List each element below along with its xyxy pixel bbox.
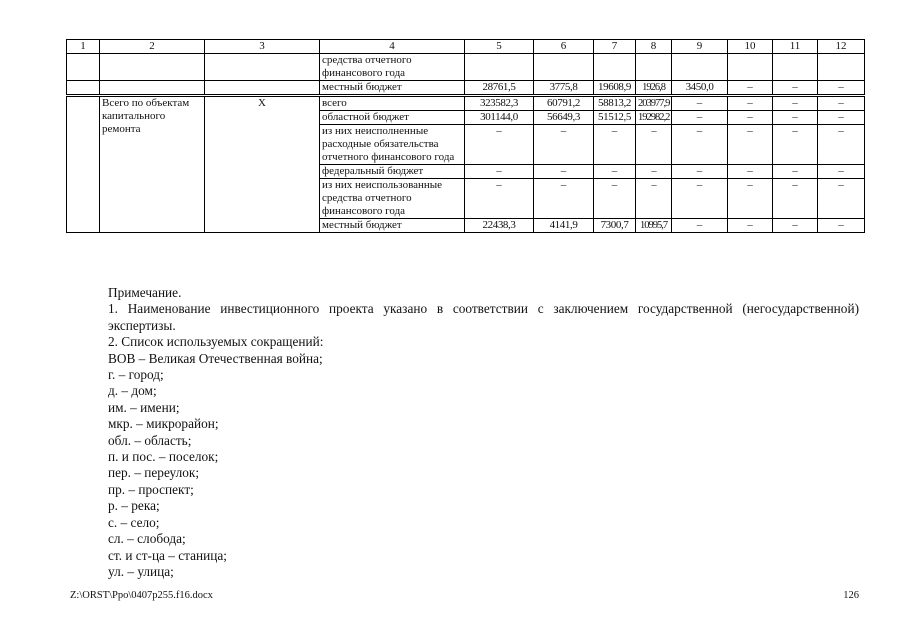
table-cell: – (534, 125, 594, 165)
group-code: X (205, 96, 320, 233)
table-cell: 60791,2 (534, 96, 594, 111)
table-cell: 192982,2 (636, 111, 672, 125)
table-cell (67, 54, 100, 81)
table-cell: – (728, 111, 773, 125)
table-cell: 28761,5 (465, 81, 534, 96)
table-cell: – (728, 125, 773, 165)
table-cell: – (636, 165, 672, 179)
table-cell (534, 54, 594, 81)
table-cell: – (672, 125, 728, 165)
table-cell: – (672, 219, 728, 233)
group-name: Всего по объектам капитального ремонта (100, 96, 205, 233)
abbreviation-item: обл. – область; (108, 432, 192, 448)
table-cell: – (728, 219, 773, 233)
table-cell: – (672, 96, 728, 111)
table-cell: 58813,2 (594, 96, 636, 111)
table-cell (594, 54, 636, 81)
budget-table (66, 39, 865, 233)
table-cell: – (773, 96, 818, 111)
table-cell: – (773, 179, 818, 219)
column-number: 3 (205, 40, 320, 54)
abbreviation-list (70, 351, 859, 581)
page-number: 126 (843, 590, 859, 601)
table-cell: 51512,5 (594, 111, 636, 125)
table-cell (672, 54, 728, 81)
table-cell: – (818, 111, 865, 125)
table-cell: – (818, 96, 865, 111)
table-cell: – (773, 165, 818, 179)
column-number: 4 (320, 40, 465, 54)
table-row (67, 96, 865, 111)
notes-title: Примечание. (108, 285, 182, 300)
file-path: Z:\ORST\Ppo\0407p255.f16.docx (70, 590, 213, 601)
table-cell: 3450,0 (672, 81, 728, 96)
table-cell: – (818, 81, 865, 96)
notes-section (70, 285, 859, 580)
note-item-2: 2. Список используемых сокращений: (108, 334, 324, 350)
table-cell: – (672, 111, 728, 125)
row-label: федеральный бюджет (320, 165, 465, 179)
page-footer (70, 590, 859, 601)
row-label: местный бюджет (320, 81, 465, 96)
abbreviation-item: ВОВ – Великая Отечественная война; (108, 350, 323, 366)
table-cell: 10995,7 (636, 219, 672, 233)
abbreviation-item: д. – дом; (108, 383, 157, 399)
row-label: из них неисполненные расходные обязательства отчетного финансового года (320, 125, 465, 165)
column-number: 10 (728, 40, 773, 54)
table-cell: 323582,3 (465, 96, 534, 111)
table-cell (205, 81, 320, 96)
table-cell (773, 54, 818, 81)
column-number: 8 (636, 40, 672, 54)
row-label: всего (320, 96, 465, 111)
table-cell: – (465, 165, 534, 179)
table-cell (67, 96, 100, 233)
table-cell: – (465, 125, 534, 165)
abbreviation-item: сл. – слобода; (108, 531, 186, 547)
table-cell (67, 81, 100, 96)
table-cell: 203977,9 (636, 96, 672, 111)
column-number: 1 (67, 40, 100, 54)
table-cell: 3775,8 (534, 81, 594, 96)
table-cell (100, 54, 205, 81)
table-cell: – (594, 125, 636, 165)
column-number: 9 (672, 40, 728, 54)
table-cell: – (672, 165, 728, 179)
table-cell: – (728, 165, 773, 179)
table-cell: – (773, 125, 818, 165)
table-cell (636, 54, 672, 81)
column-number: 7 (594, 40, 636, 54)
note-item-1: 1. Наименование инвестиционного проекта указано в соответствии с заключением государственной (негосударственной) экспертизы. (108, 301, 859, 333)
abbreviation-item: р. – река; (108, 498, 160, 514)
table-cell: 19608,9 (594, 81, 636, 96)
table-cell: – (818, 219, 865, 233)
column-number: 2 (100, 40, 205, 54)
table-header-row (67, 40, 865, 54)
abbreviation-item: ул. – улица; (108, 563, 174, 579)
table-cell: 56649,3 (534, 111, 594, 125)
row-label: областной бюджет (320, 111, 465, 125)
table-cell: – (728, 81, 773, 96)
table-cell (205, 54, 320, 81)
table-cell: – (534, 165, 594, 179)
abbreviation-item: ст. и ст-ца – станица; (108, 547, 227, 563)
table-cell: – (672, 179, 728, 219)
row-label: средства отчетного финансового года (320, 54, 465, 81)
abbreviation-item: п. и пос. – поселок; (108, 449, 219, 465)
table-cell: – (465, 179, 534, 219)
abbreviation-item: с. – село; (108, 514, 160, 530)
table-cell (728, 54, 773, 81)
table-cell: 1926,8 (636, 81, 672, 96)
column-number: 11 (773, 40, 818, 54)
table-cell (818, 54, 865, 81)
table-cell: – (728, 96, 773, 111)
table-cell: – (818, 165, 865, 179)
table-cell: – (773, 111, 818, 125)
table-cell: – (818, 125, 865, 165)
column-number: 12 (818, 40, 865, 54)
table-cell: – (818, 179, 865, 219)
table-body (67, 40, 865, 233)
table-cell: 7300,7 (594, 219, 636, 233)
abbreviation-item: г. – город; (108, 367, 164, 383)
row-label: из них неиспользованные средства отчетного финансового года (320, 179, 465, 219)
table-cell: – (728, 179, 773, 219)
table-cell: – (534, 179, 594, 219)
table-cell: – (773, 219, 818, 233)
table-row (67, 81, 865, 96)
table-cell: – (594, 179, 636, 219)
abbreviation-item: мкр. – микрорайон; (108, 416, 219, 432)
abbreviation-item: пер. – переулок; (108, 465, 200, 481)
table-row (67, 54, 865, 81)
abbreviation-item: пр. – проспект; (108, 481, 194, 497)
table-cell: – (773, 81, 818, 96)
abbreviation-item: им. – имени; (108, 399, 180, 415)
column-number: 6 (534, 40, 594, 54)
table-cell: 4141,9 (534, 219, 594, 233)
table-cell: 22438,3 (465, 219, 534, 233)
table-cell: – (636, 125, 672, 165)
table-cell: – (636, 179, 672, 219)
row-label: местный бюджет (320, 219, 465, 233)
table-cell (465, 54, 534, 81)
table-cell: – (594, 165, 636, 179)
column-number: 5 (465, 40, 534, 54)
table-cell (100, 81, 205, 96)
table-cell: 301144,0 (465, 111, 534, 125)
